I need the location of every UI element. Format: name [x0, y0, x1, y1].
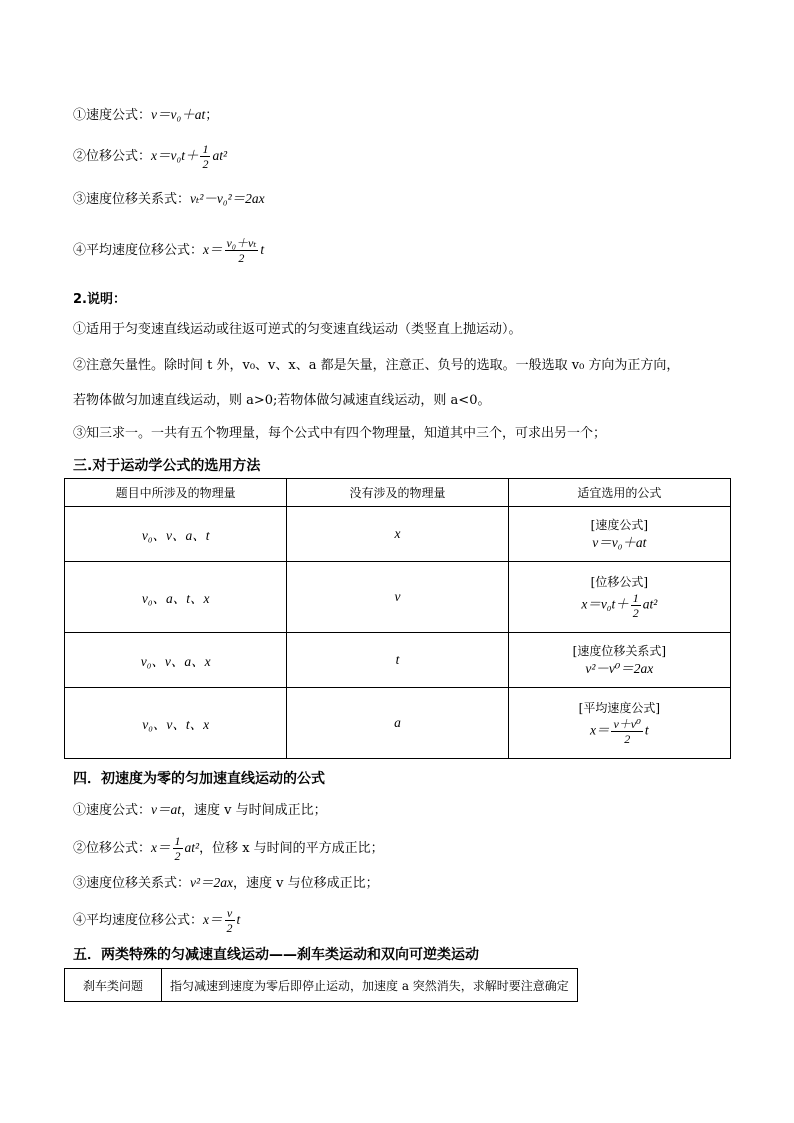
formula-cell	[508, 507, 730, 562]
fraction: $\frac{1}{2}$	[202, 142, 209, 171]
involved-cell: v₀、v、t、x	[65, 688, 287, 759]
formula-name: [速度公式]	[590, 518, 649, 532]
table-row	[65, 633, 731, 688]
fraction: $\frac{v}{2}$	[226, 906, 233, 935]
formula-expr: v＝v₀＋at	[592, 535, 647, 550]
involved-cell: v₀、a、t、x	[65, 562, 287, 633]
formula-expr: x＝v₀t＋ $\frac{1}{2}$ at²	[581, 591, 658, 620]
missing-cell: x	[287, 507, 508, 562]
table-row	[65, 562, 731, 633]
formula-velocity-displacement: ③速度位移关系式：vₜ²－v₀²＝2ax	[73, 191, 265, 207]
note-3: ③知三求一。一共有五个物理量，每个公式中有四个物理量，知道其中三个，可求出另一个；	[73, 426, 607, 441]
missing-cell: v	[287, 562, 508, 633]
note-1: ①适用于匀变速直线运动或往返可逆式的匀变速直线运动（类竖直上抛运动）。	[73, 322, 522, 337]
formula-cell	[508, 688, 730, 759]
section4-title: 四．初速度为零的匀加速直线运动的公式	[73, 771, 325, 787]
section4-displacement: ②位移公式：x＝ $\frac{1}{2}$ at²，位移 x 与时间的平方成正比；	[73, 834, 384, 863]
formula-selection-table	[64, 478, 731, 759]
column-header: 适宜选用的公式	[508, 479, 730, 507]
fraction: $\frac{\text{v＋v⁰}}{2}$	[613, 717, 641, 746]
brake-description-cell: 指匀减速到速度为零后即停止运动，加速度 a 突然消失，求解时要注意确定	[162, 969, 578, 1002]
section4-velocity: ①速度公式：v＝at，速度 v 与时间成正比；	[73, 802, 327, 818]
formula-velocity: ①速度公式：v＝v₀＋at；	[73, 107, 219, 123]
section4-velocity-displacement: ③速度位移关系式：v²＝2ax，速度 v 与位移成正比；	[73, 875, 379, 891]
fraction: $\frac{1}{2}$	[632, 591, 639, 620]
column-header: 没有涉及的物理量	[287, 479, 508, 507]
table-row	[65, 969, 578, 1002]
formula-cell	[508, 562, 730, 633]
brake-table	[64, 968, 578, 1002]
formula-average-velocity: ④平均速度位移公式：x＝ $\frac{\text{v₀＋vₜ}}{2}$ t	[73, 236, 265, 265]
brake-label-cell: 刹车类问题	[65, 969, 162, 1002]
fraction: $\frac{1}{2}$	[174, 834, 181, 863]
table-row	[65, 688, 731, 759]
table-header-row	[65, 479, 731, 507]
column-header: 题目中所涉及的物理量	[65, 479, 287, 507]
note-2b: 若物体做匀加速直线运动，则 a>0;若物体做匀减速直线运动，则 a<0。	[73, 393, 491, 408]
formula-cell	[508, 633, 730, 688]
formula-name: [位移公式]	[590, 575, 649, 589]
section4-average-velocity: ④平均速度位移公式：x＝ $\frac{v}{2}$ t	[73, 906, 241, 935]
formula-displacement: ②位移公式：x＝v₀t＋ $\frac{1}{2}$ at²	[73, 142, 228, 171]
notes-heading: 2.说明：	[73, 292, 126, 307]
section5-title: 五．两类特殊的匀减速直线运动——刹车类运动和双向可逆类运动	[73, 947, 479, 963]
involved-cell: v₀、v、a、t	[65, 507, 287, 562]
missing-cell: t	[287, 633, 508, 688]
note-2: ②注意矢量性。除时间 t 外，v₀、v、x、a 都是矢量，注意正、负号的选取。一般选取 v₀ 方向为正方向，	[73, 358, 680, 373]
formula-expr: x＝ $\frac{\text{v＋v⁰}}{2}$ t	[589, 717, 649, 746]
formula-name: [速度位移关系式]	[572, 644, 667, 658]
table-row	[65, 507, 731, 562]
formula-name: [平均速度公式]	[578, 701, 661, 715]
formula-expr: v²－v⁰＝2ax	[585, 661, 654, 676]
section3-title: 三.对于运动学公式的选用方法	[73, 458, 261, 474]
fraction: $\frac{\text{v₀＋vₜ}}{2}$	[226, 236, 257, 265]
involved-cell: v₀、v、a、x	[65, 633, 287, 688]
missing-cell: a	[287, 688, 508, 759]
